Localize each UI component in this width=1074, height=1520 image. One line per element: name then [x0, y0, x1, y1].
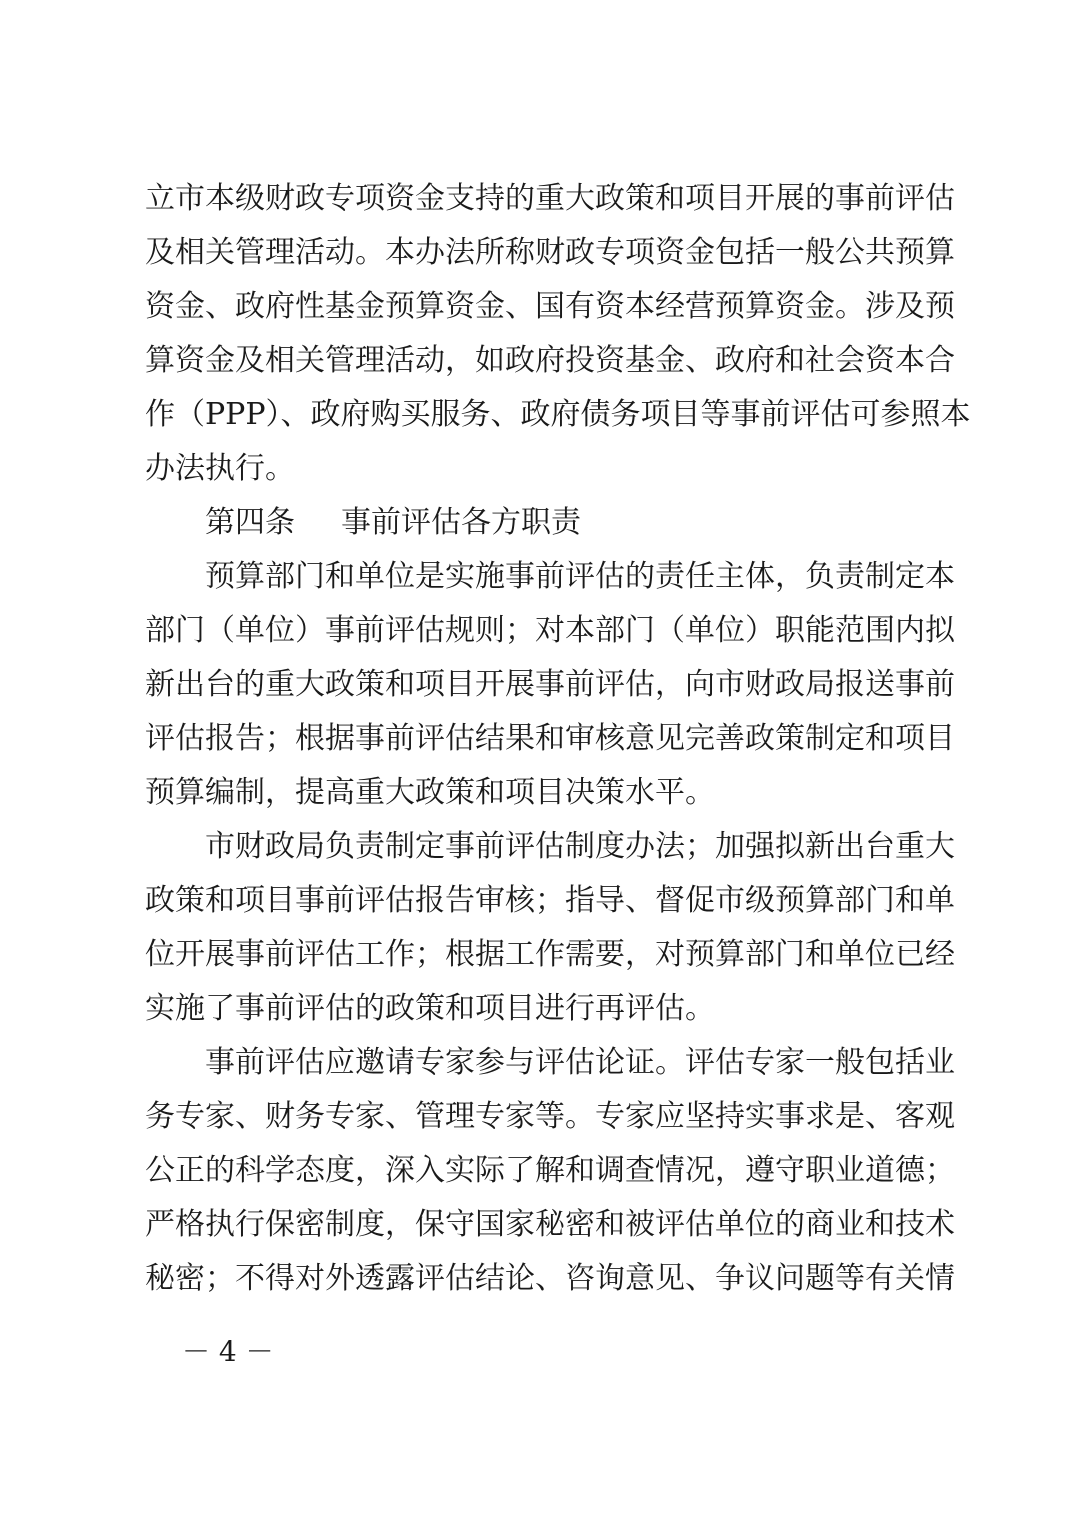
article-title: 事前评估各方职责 — [341, 505, 581, 540]
text-line: 预算部门和单位是实施事前评估的责任主体，负责制定本 — [205, 559, 955, 594]
text-line: 预算编制，提高重大政策和项目决策水平。 — [145, 775, 715, 810]
text-line: 严格执行保密制度，保守国家秘密和被评估单位的商业和技术 — [145, 1207, 955, 1242]
text-line: 办法执行。 — [145, 451, 295, 486]
text-line: 务专家、财务专家、管理专家等。专家应坚持实事求是、客观 — [145, 1099, 955, 1134]
text-line: 部门（单位）事前评估规则；对本部门（单位）职能范围内拟 — [145, 613, 955, 648]
text-line: 位开展事前评估工作；根据工作需要，对预算部门和单位已经 — [145, 937, 955, 972]
page-number: － 4 － — [182, 1335, 274, 1368]
text-line: 新出台的重大政策和项目开展事前评估，向市财政局报送事前 — [145, 667, 955, 702]
article-heading — [205, 505, 581, 541]
text-line: 算资金及相关管理活动，如政府投资基金、政府和社会资本合 — [145, 343, 955, 378]
text-line: 作（PPP）、政府购买服务、政府债务项目等事前评估可参照本 — [145, 397, 971, 432]
text-line: 市财政局负责制定事前评估制度办法；加强拟新出台重大 — [205, 829, 955, 864]
text-line: 事前评估应邀请专家参与评估论证。评估专家一般包括业 — [205, 1045, 955, 1080]
text-line: 立市本级财政专项资金支持的重大政策和项目开展的事前评估 — [145, 181, 955, 216]
text-line: 公正的科学态度，深入实际了解和调查情况，遵守职业道德； — [145, 1153, 955, 1188]
text-line: 政策和项目事前评估报告审核；指导、督促市级预算部门和单 — [145, 883, 955, 918]
text-line: 秘密；不得对外透露评估结论、咨询意见、争议问题等有关情 — [145, 1261, 955, 1296]
text-line: 资金、政府性基金预算资金、国有资本经营预算资金。涉及预 — [145, 289, 955, 324]
text-line: 及相关管理活动。本办法所称财政专项资金包括一般公共预算 — [145, 235, 955, 270]
text-line: 评估报告；根据事前评估结果和审核意见完善政策制定和项目 — [145, 721, 955, 756]
text-line: 实施了事前评估的政策和项目进行再评估。 — [145, 991, 715, 1026]
article-number: 第四条 — [205, 505, 295, 540]
